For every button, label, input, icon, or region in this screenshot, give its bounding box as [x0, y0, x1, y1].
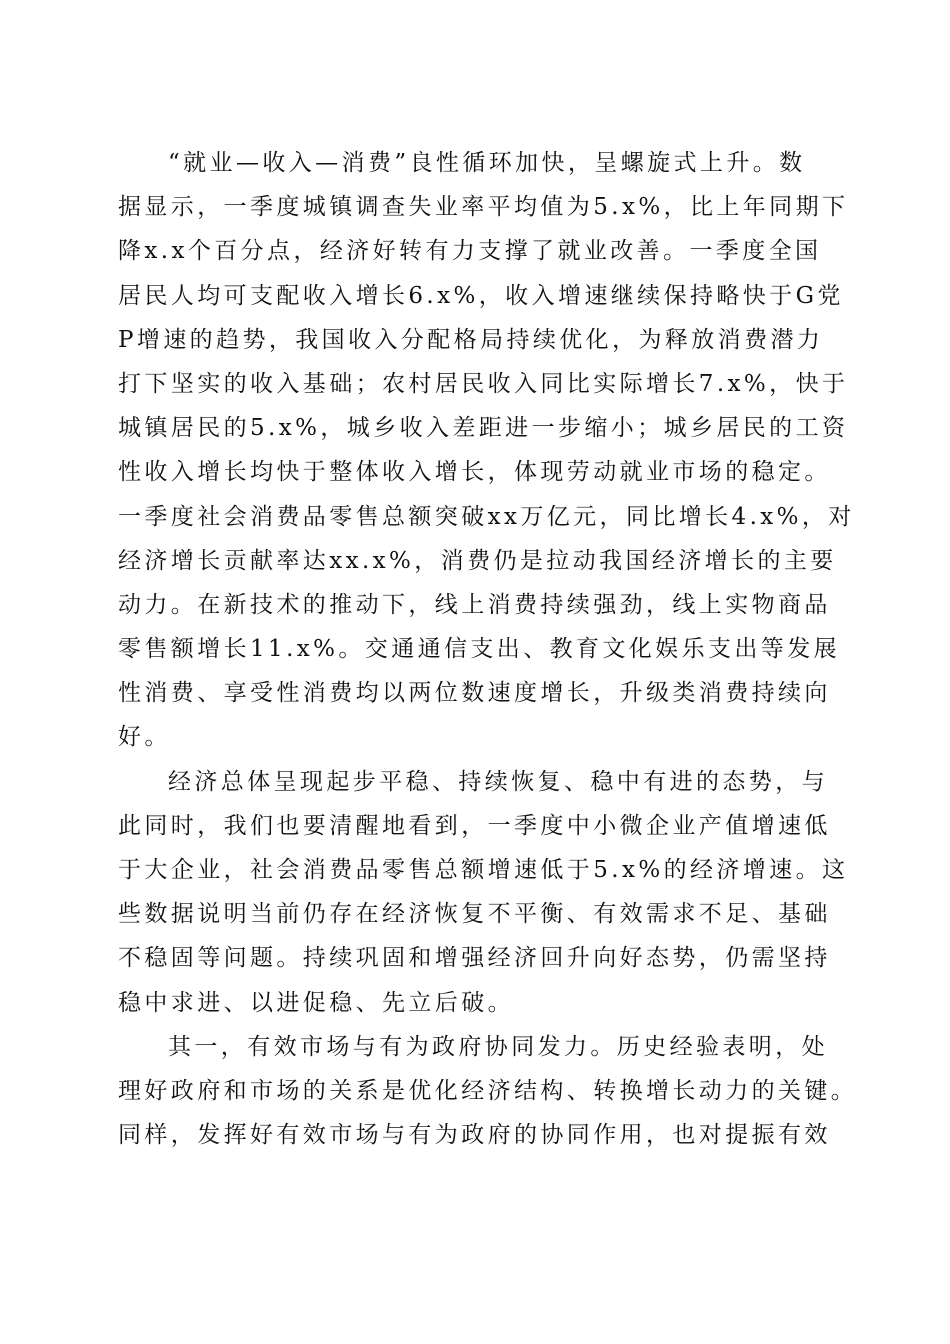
text-line: 些数据说明当前仍存在经济恢复不平衡、有效需求不足、基础: [118, 901, 831, 928]
text-line: 降x.x个百分点，经济好转有力支撑了就业改善。一季度全国: [118, 238, 822, 265]
text-line: 城镇居民的5.x%，城乡收入差距进一步缩小；城乡居民的工资: [118, 415, 849, 442]
text-line: 零售额增长11.x%。交通通信支出、教育文化娱乐支出等发展: [118, 636, 841, 663]
text-line: 一季度社会消费品零售总额突破xx万亿元，同比增长4.x%，对: [118, 503, 855, 530]
text-line: 稳中求进、以进促稳、先立后破。: [118, 989, 514, 1016]
text-line: 此同时，我们也要清醒地看到，一季度中小微企业产值增速低: [118, 812, 831, 839]
text-line: 不稳固等问题。持续巩固和增强经济回升向好态势，仍需坚持: [118, 945, 831, 972]
text-line: 居民人均可支配收入增长6.x%，收入增速继续保持略快于G党: [118, 282, 844, 309]
text-line: 好。: [118, 724, 171, 751]
text-line: “就业—收入—消费”良性循环加快，呈螺旋式上升。数: [168, 150, 806, 176]
text-line: 于大企业，社会消费品零售总额增速低于5.x%的经济增速。这: [118, 857, 849, 883]
document-body: [118, 141, 858, 1157]
paragraph-market-and-government: [118, 1025, 858, 1158]
text-line: 其一，有效市场与有为政府协同发力。历史经验表明，处: [168, 1033, 828, 1060]
text-line: 经济总体呈现起步平稳、持续恢复、稳中有进的态势，与: [168, 768, 828, 795]
text-line: 性消费、享受性消费均以两位数速度增长，升级类消费持续向: [118, 680, 831, 707]
text-line: 性收入增长均快于整体收入增长，体现劳动就业市场的稳定。: [118, 459, 831, 486]
paragraph-economic-outlook: [118, 760, 849, 1025]
text-line: 据显示，一季度城镇调查失业率平均值为5.x%，比上年同期下: [118, 194, 849, 221]
text-line: P增速的趋势，我国收入分配格局持续优化，为释放消费潜力: [118, 326, 824, 353]
text-line: 经济增长贡献率达xx.x%，消费仍是拉动我国经济增长的主要: [118, 547, 837, 574]
paragraph-employment-income-consumption: [118, 141, 855, 760]
text-line: 理好政府和市场的关系是优化经济结构、转换增长动力的关键。: [118, 1077, 858, 1104]
text-line: 动力。在新技术的推动下，线上消费持续强劲，线上实物商品: [118, 591, 831, 618]
text-line: 同样，发挥好有效市场与有为政府的协同作用，也对提振有效: [118, 1122, 831, 1149]
text-line: 打下坚实的收入基础；农村居民收入同比实际增长7.x%，快于: [118, 370, 849, 397]
